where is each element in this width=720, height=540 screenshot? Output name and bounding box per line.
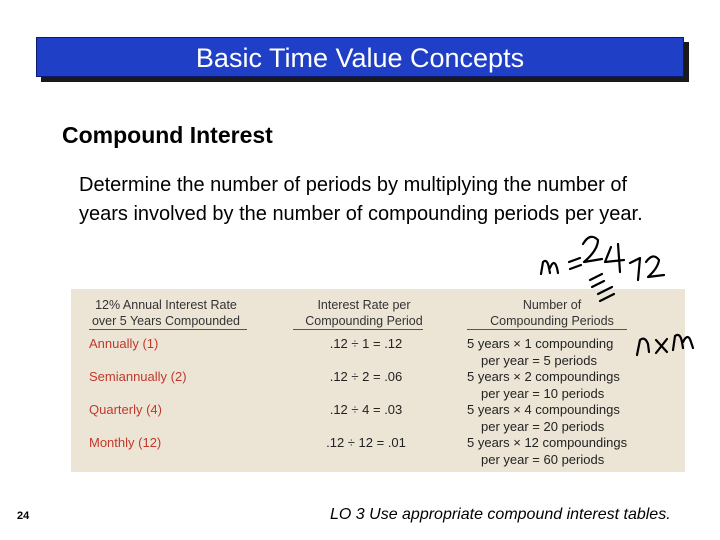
header-annual-rate-line2: over 5 Years Compounded (91, 314, 241, 328)
row-periods-quarterly (467, 401, 620, 435)
header-underline-2 (293, 329, 423, 330)
periods-line2: per year = 60 periods (481, 452, 605, 467)
row-periods-monthly (467, 434, 627, 468)
periods-line1: 5 years × 12 compoundings (467, 435, 628, 450)
header-rate-line1: Interest Rate per (317, 298, 411, 312)
row-label-monthly: Monthly (12) (89, 435, 162, 450)
body-text: Determine the number of periods by multiplying the number of years involved by the number of compounding periods per year. (79, 174, 643, 225)
periods-line2: per year = 10 periods (481, 386, 605, 401)
periods-line1: 5 years × 2 compoundings (467, 369, 620, 384)
row-periods-annually (467, 335, 613, 369)
header-number-periods (467, 297, 637, 329)
header-underline-3 (467, 329, 627, 330)
footer-learning-objective: LO 3 Use appropriate compound interest tables. (330, 506, 671, 523)
row-rate-annually: .12 ÷ 1 = .12 (329, 336, 403, 351)
ink-four (605, 244, 624, 272)
slide-subtitle: Compound Interest (62, 122, 273, 148)
periods-line2: per year = 5 periods (481, 353, 597, 368)
ink-one (630, 258, 640, 280)
header-annual-rate (81, 297, 251, 329)
periods-line1: 5 years × 4 compoundings (467, 402, 620, 417)
row-periods-semiannually (467, 368, 620, 402)
ink-equals-1 (569, 258, 581, 269)
ink-m (541, 261, 558, 274)
ink-two (583, 237, 602, 262)
row-rate-semiannually: .12 ÷ 2 = .06 (329, 369, 403, 384)
row-label-semiannually: Semiannually (2) (89, 369, 187, 384)
header-rate-per-period (289, 297, 439, 329)
header-periods-line1: Number of (522, 298, 582, 312)
row-label-quarterly: Quarterly (4) (89, 402, 162, 417)
header-rate-line2: Compounding Period (305, 314, 423, 328)
row-rate-monthly: .12 ÷ 12 = .01 (326, 435, 406, 450)
compounding-table (71, 289, 685, 472)
header-annual-rate-line1: 12% Annual Interest Rate (95, 298, 237, 312)
page-number: 24 (17, 510, 30, 522)
periods-line2: per year = 20 periods (481, 419, 605, 434)
header-periods-line2: Compounding Periods (490, 314, 614, 328)
header-underline-1 (89, 329, 247, 330)
row-label-annually: Annually (1) (89, 336, 159, 351)
ink-equals-2 (590, 274, 604, 287)
row-rate-quarterly: .12 ÷ 4 = .03 (329, 402, 403, 417)
ink-two-b (646, 256, 664, 277)
slide-title: Basic Time Value Concepts (36, 37, 684, 77)
periods-line1: 5 years × 1 compounding (467, 336, 614, 351)
